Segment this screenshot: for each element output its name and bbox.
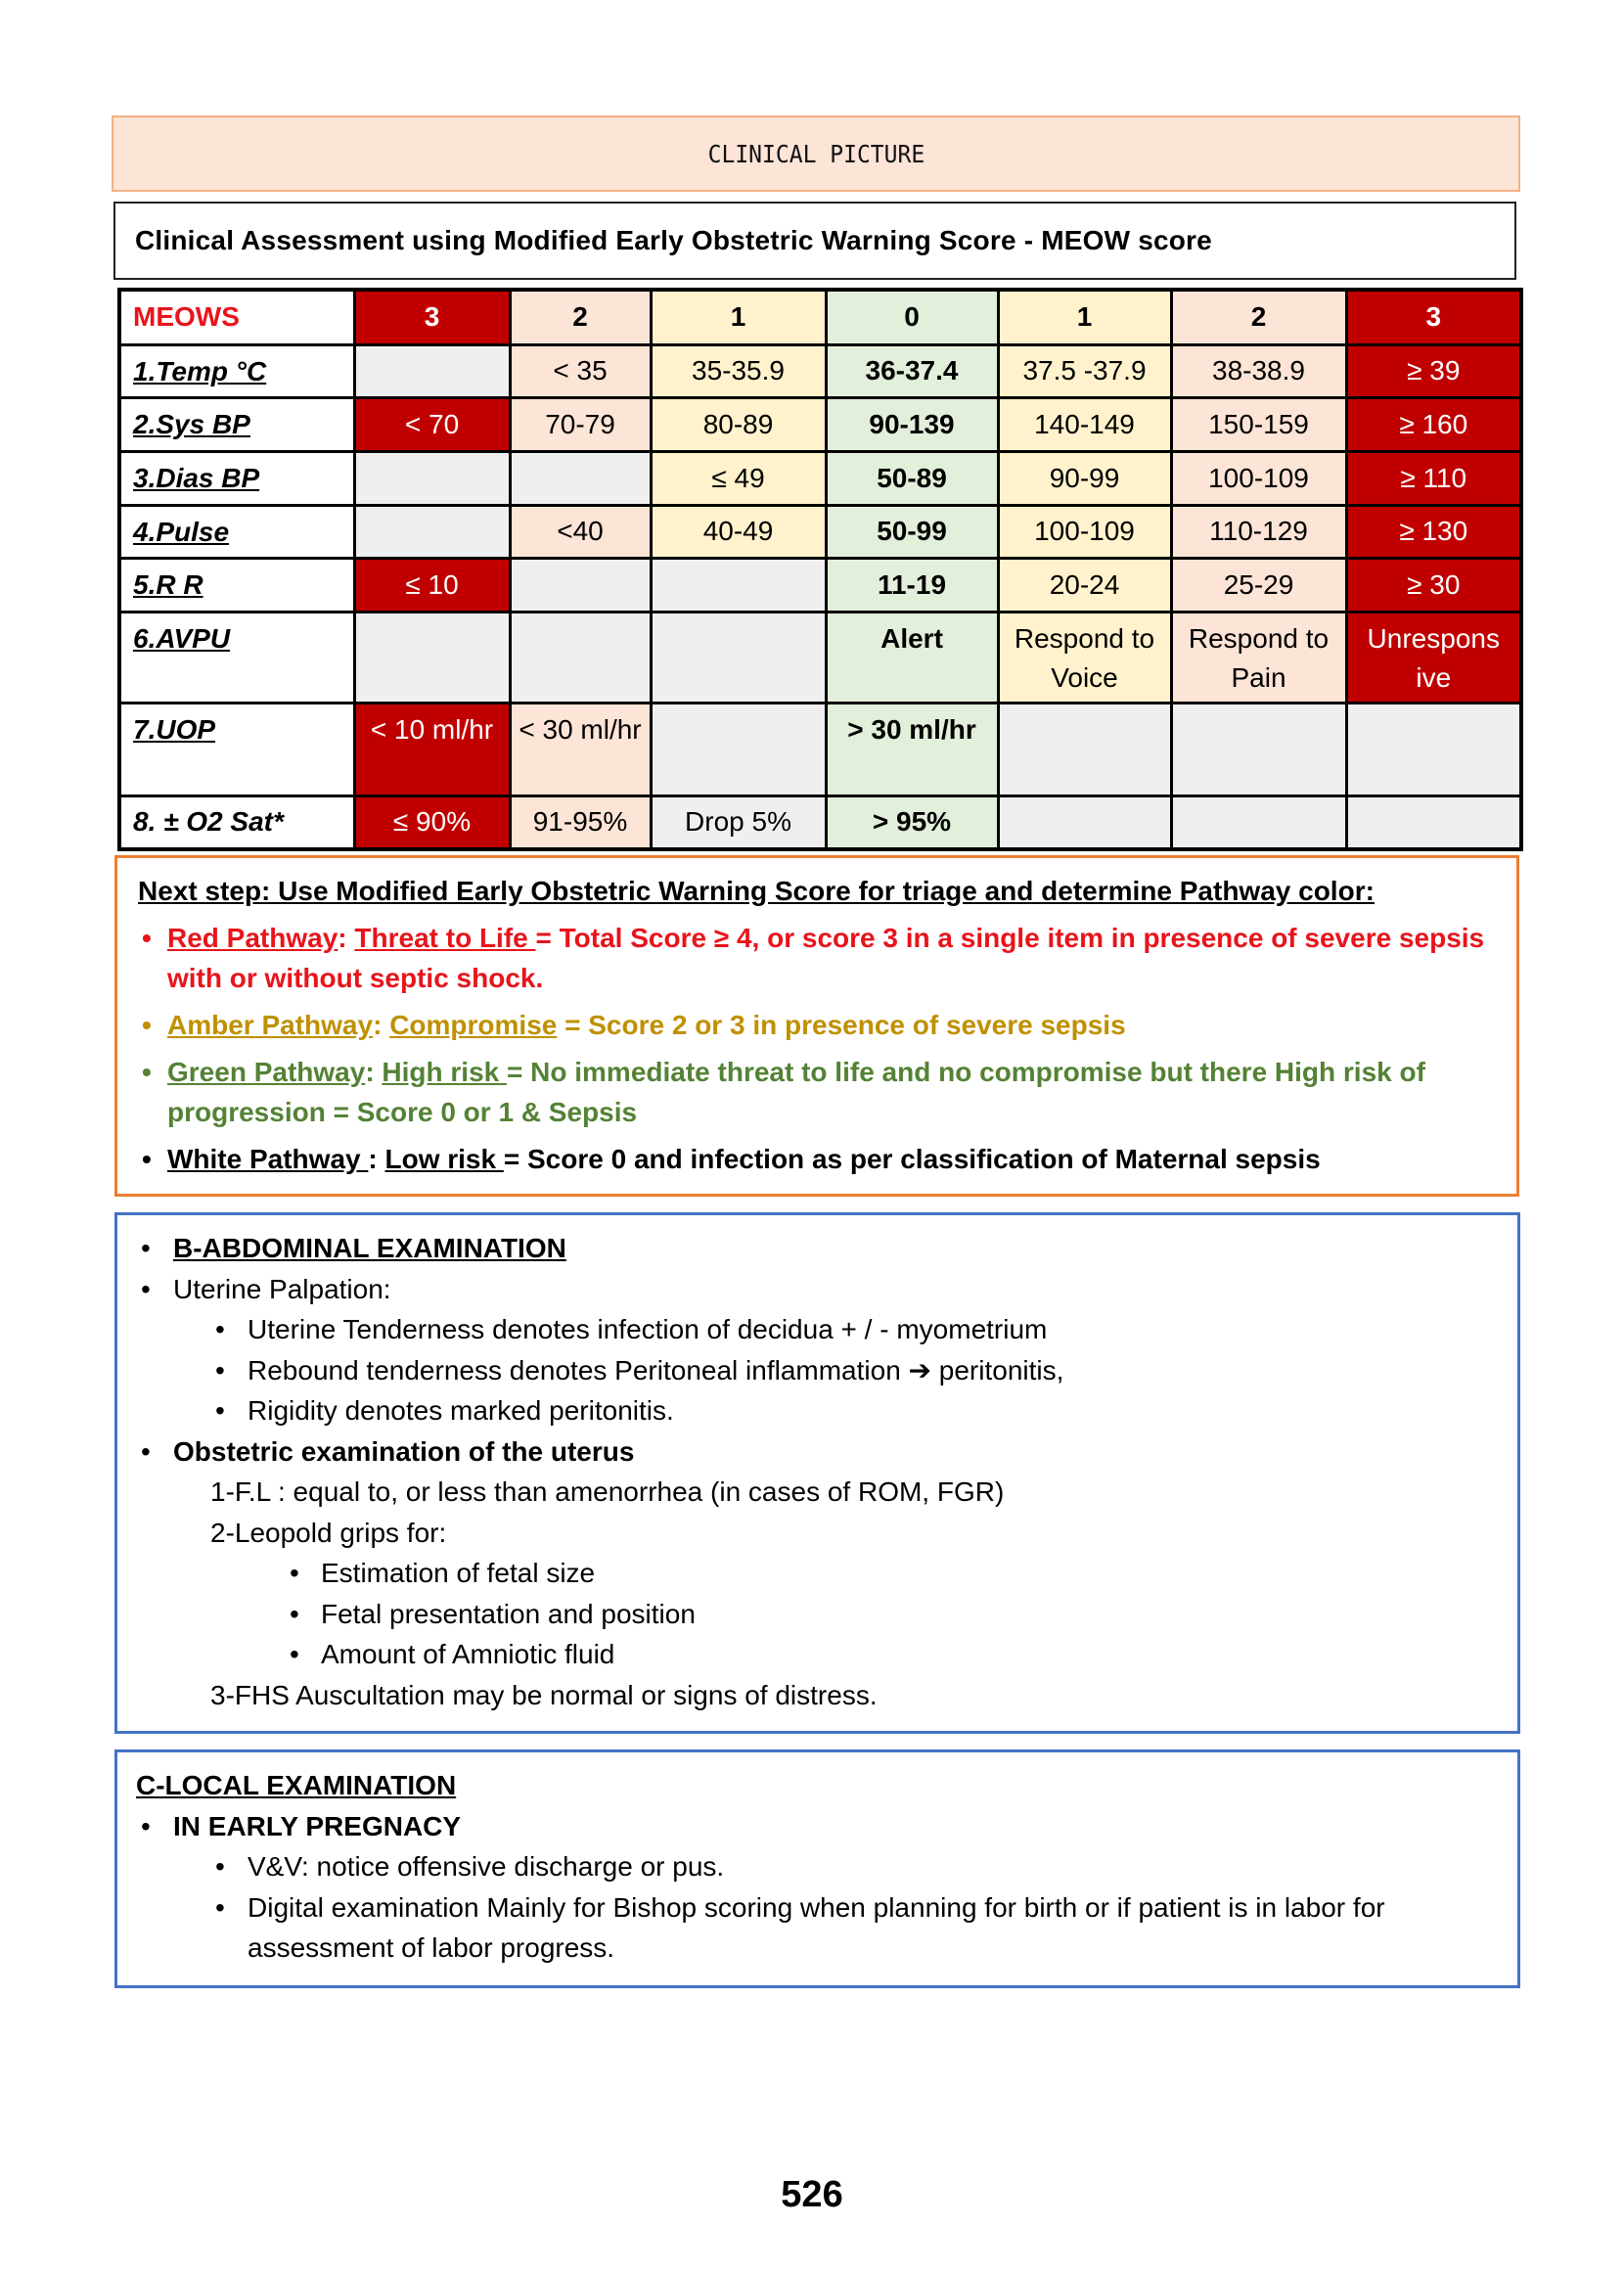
table-cell (651, 703, 826, 795)
table-cell: ≥ 39 (1346, 344, 1521, 397)
list-item (117, 1594, 1517, 1635)
row-label: 3.Dias BP (119, 451, 354, 505)
table-cell (510, 451, 651, 505)
leopold-item: Amount of Amniotic fluid (321, 1639, 615, 1669)
pathway-item-red (138, 918, 1516, 998)
row-label: 8. ± O2 Sat* (119, 795, 354, 849)
table-cell: 100-109 (998, 505, 1171, 558)
leopold-line: 2-Leopold grips for: (210, 1517, 447, 1548)
obstetric-heading: Obstetric examination of the uterus (173, 1435, 635, 1467)
pathway-sep: : (365, 1057, 383, 1087)
table-cell (354, 451, 510, 505)
table-cell: 90-139 (826, 397, 998, 451)
table-cell (1171, 703, 1346, 795)
table-cell (1171, 795, 1346, 849)
row-label: 5.R R (119, 558, 354, 612)
pathway-name: Red Pathway (167, 923, 338, 953)
assessment-title-box (113, 202, 1516, 280)
table-cell: ≤ 10 (354, 558, 510, 612)
section-banner (112, 115, 1520, 192)
bullet-icon: • (215, 1891, 225, 1923)
bullet-icon: • (215, 1354, 225, 1385)
pathway-item-amber (138, 1005, 1516, 1045)
table-cell: > 95% (826, 795, 998, 849)
pathway-desc: = Total Score ≥ 4, or score 3 in a single item in presence of severe sepsis with or without septic shock. (167, 923, 1485, 993)
bullet-icon: • (141, 1273, 151, 1304)
bullet-icon: • (290, 1639, 299, 1669)
table-cell: 25-29 (1171, 558, 1346, 612)
pathway-sep: : (373, 1010, 390, 1040)
table-cell: ≥ 30 (1346, 558, 1521, 612)
uterine-palpation: Uterine Palpation: (173, 1273, 391, 1304)
table-cell (998, 703, 1171, 795)
table-header-row (119, 290, 1521, 344)
table-cell (651, 612, 826, 703)
bullet-icon: • (215, 1851, 225, 1882)
table-row (119, 451, 1521, 505)
table-cell: 150-159 (1171, 397, 1346, 451)
list-item (117, 1309, 1517, 1350)
table-cell: ≤ 90% (354, 795, 510, 849)
bullet-icon: • (141, 1435, 151, 1467)
header-score: 1 (998, 290, 1171, 344)
bullet-icon: • (142, 923, 152, 953)
leopold-item: Estimation of fetal size (321, 1558, 596, 1588)
pathway-desc: = No immediate threat to life and no compromise but there High risk of progression = Score 0 or 1 & Sepsis (167, 1057, 1425, 1127)
header-score: 2 (510, 290, 651, 344)
list-item (117, 1553, 1517, 1594)
table-cell: 70-79 (510, 397, 651, 451)
row-label: 1.Temp °C (119, 344, 354, 397)
pathway-item-white (138, 1139, 1516, 1179)
bullet-icon: • (290, 1598, 299, 1629)
table-row (119, 612, 1521, 703)
abdominal-heading-line (117, 1228, 1517, 1269)
table-cell: < 30 ml/hr (510, 703, 651, 795)
table-cell: 100-109 (1171, 451, 1346, 505)
abdominal-heading: B-ABDOMINAL EXAMINATION (173, 1233, 566, 1263)
table-cell: 11-19 (826, 558, 998, 612)
uterine-palpation-line (117, 1269, 1517, 1310)
table-cell: 38-38.9 (1171, 344, 1346, 397)
bullet-icon: • (142, 1057, 152, 1087)
list-item (117, 1634, 1517, 1675)
pathway-heading: Next step: Use Modified Early Obstetric Warning Score for triage and determine Pathway color: (138, 876, 1375, 906)
pathway-name: Amber Pathway (167, 1010, 374, 1040)
row-label: 2.Sys BP (119, 397, 354, 451)
row-label: 6.AVPU (119, 612, 354, 703)
table-cell: 36-37.4 (826, 344, 998, 397)
table-cell: < 10 ml/hr (354, 703, 510, 795)
table-cell (354, 344, 510, 397)
table-cell: ≥ 160 (1346, 397, 1521, 451)
local-item: Digital examination Mainly for Bishop scoring when planning for birth or if patient is in labor for assessment of labor progress. (248, 1891, 1385, 1963)
table-row (119, 558, 1521, 612)
local-heading: C-LOCAL EXAMINATION (136, 1770, 457, 1800)
abdominal-exam-box (114, 1212, 1520, 1734)
header-label: MEOWS (119, 290, 354, 344)
table-cell: 80-89 (651, 397, 826, 451)
pathway-name: Green Pathway (167, 1057, 366, 1087)
table-row (119, 505, 1521, 558)
header-score: 1 (651, 290, 826, 344)
table-cell (1346, 703, 1521, 795)
table-cell: 20-24 (998, 558, 1171, 612)
pathway-box (114, 855, 1519, 1197)
meows-table (117, 288, 1523, 851)
early-pregnancy-heading: IN EARLY PREGNACY (173, 1810, 462, 1841)
table-cell: 50-99 (826, 505, 998, 558)
table-cell: 90-99 (998, 451, 1171, 505)
row-label: 7.UOP (119, 703, 354, 795)
table-cell (651, 558, 826, 612)
table-cell: Respond to Pain (1171, 612, 1346, 703)
page-number: 526 (781, 2174, 843, 2215)
bullet-icon: • (142, 1144, 152, 1174)
pathway-sep: : (338, 923, 355, 953)
bullet-icon: • (215, 1395, 225, 1426)
pathway-desc: = Score 2 or 3 in presence of severe sepsis (557, 1010, 1126, 1040)
table-cell: <40 (510, 505, 651, 558)
header-score: 3 (354, 290, 510, 344)
bullet-icon: • (215, 1314, 225, 1344)
table-row (119, 344, 1521, 397)
pathway-level: High risk (382, 1057, 508, 1087)
table-cell: 140-149 (998, 397, 1171, 451)
table-cell: 50-89 (826, 451, 998, 505)
table-cell: 40-49 (651, 505, 826, 558)
table-cell: < 70 (354, 397, 510, 451)
list-item (117, 1846, 1517, 1887)
fhs-line: 3-FHS Auscultation may be normal or signs of distress. (210, 1679, 878, 1710)
table-cell (510, 612, 651, 703)
table-cell (510, 558, 651, 612)
pathway-name: White Pathway (167, 1144, 369, 1174)
table-cell: ≤ 49 (651, 451, 826, 505)
pathway-level: Compromise (389, 1010, 558, 1040)
list-item (117, 1350, 1517, 1391)
table-cell: ≥ 110 (1346, 451, 1521, 505)
obstetric-heading-line (117, 1431, 1517, 1473)
table-cell: < 35 (510, 344, 651, 397)
local-exam-box (114, 1749, 1520, 1988)
pathway-desc: = Score 0 and infection as per classification of Maternal sepsis (503, 1144, 1321, 1174)
table-cell (354, 612, 510, 703)
header-score: 3 (1346, 290, 1521, 344)
table-cell (1346, 795, 1521, 849)
pathway-item-green (138, 1052, 1516, 1132)
bullet-icon: • (142, 1010, 152, 1040)
table-row (119, 795, 1521, 849)
pathway-level: Threat to Life (354, 923, 536, 953)
header-score: 2 (1171, 290, 1346, 344)
table-row (119, 397, 1521, 451)
table-cell: > 30 ml/hr (826, 703, 998, 795)
early-pregnancy-line (117, 1806, 1517, 1847)
palpation-item: Uterine Tenderness denotes infection of decidua + / - myometrium (248, 1314, 1048, 1344)
list-item (117, 1887, 1517, 1969)
list-item (117, 1390, 1517, 1431)
bullet-icon: • (141, 1233, 151, 1263)
table-cell (354, 505, 510, 558)
table-cell (998, 795, 1171, 849)
table-cell: 37.5 -37.9 (998, 344, 1171, 397)
palpation-item: Rebound tenderness denotes Peritoneal inflammation ➔ peritonitis, (248, 1354, 1064, 1385)
fl-line: 1-F.L : equal to, or less than amenorrhea (in cases of ROM, FGR) (210, 1476, 1005, 1507)
row-label: 4.Pulse (119, 505, 354, 558)
local-item: V&V: notice offensive discharge or pus. (248, 1851, 725, 1882)
banner-title: CLINICAL PICTURE (707, 139, 925, 168)
pathway-sep: : (368, 1144, 385, 1174)
header-score: 0 (826, 290, 998, 344)
bullet-icon: • (141, 1810, 151, 1841)
table-cell: 35-35.9 (651, 344, 826, 397)
bullet-icon: • (290, 1558, 299, 1588)
table-cell: Respond to Voice (998, 612, 1171, 703)
table-cell: 91-95% (510, 795, 651, 849)
table-cell: ≥ 130 (1346, 505, 1521, 558)
leopold-item: Fetal presentation and position (321, 1598, 696, 1629)
pathway-level: Low risk (384, 1144, 504, 1174)
palpation-item: Rigidity denotes marked peritonitis. (248, 1395, 674, 1426)
table-row (119, 703, 1521, 795)
table-cell: 110-129 (1171, 505, 1346, 558)
table-cell: Unrespons ive (1346, 612, 1521, 703)
table-cell: Drop 5% (651, 795, 826, 849)
table-cell: Alert (826, 612, 998, 703)
assessment-title: Clinical Assessment using Modified Early Obstetric Warning Score - MEOW score (135, 225, 1212, 255)
